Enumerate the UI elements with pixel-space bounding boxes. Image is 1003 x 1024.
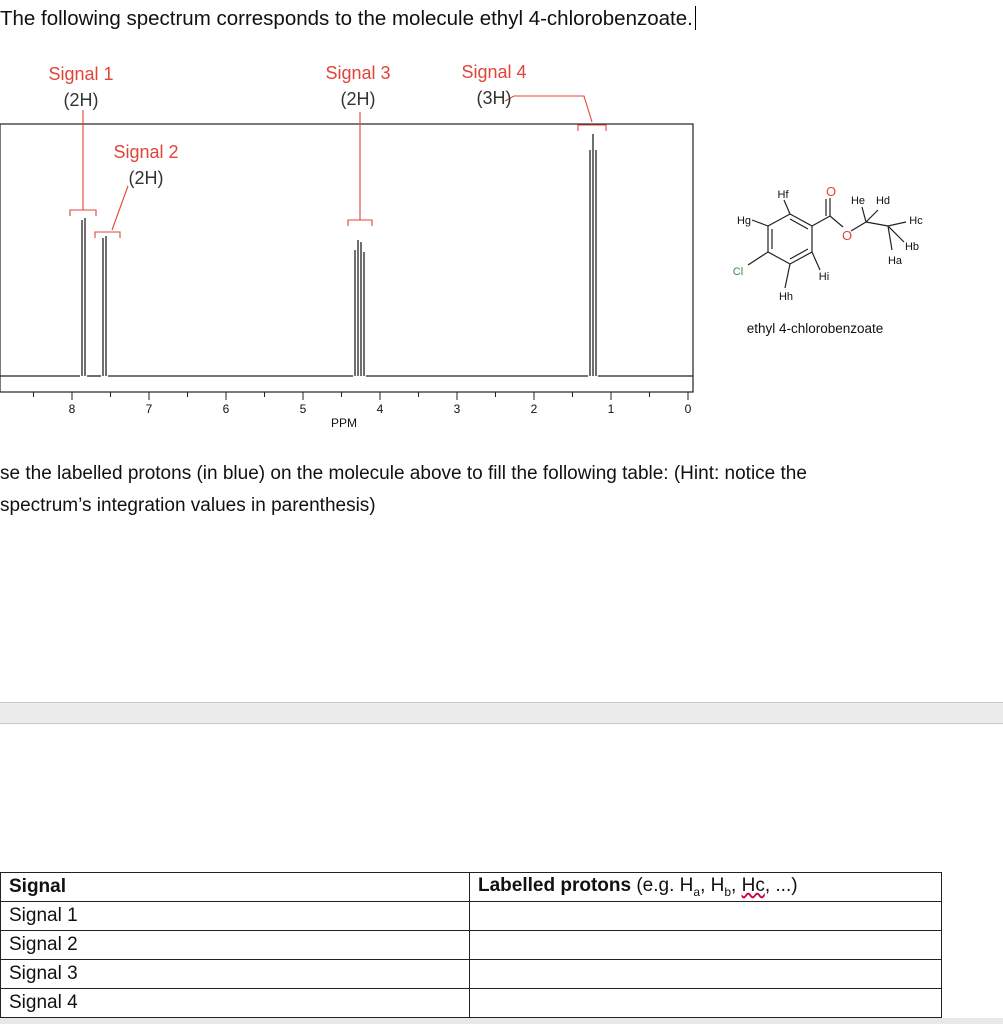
integration-brackets [70, 96, 606, 238]
tick-label: 5 [299, 402, 307, 416]
peaks [0, 134, 693, 376]
proton-ha: Ha [887, 255, 903, 267]
row-signal-label: Signal 4 [1, 989, 470, 1018]
signal2-integration: (2H) [128, 168, 164, 188]
plot-frame [0, 124, 693, 392]
header-labelled-protons [470, 873, 942, 902]
signal4-label: Signal 4 [461, 62, 527, 82]
bond [812, 252, 820, 270]
row-protons-cell[interactable] [470, 989, 942, 1018]
bond [784, 200, 790, 214]
table-row [1, 960, 942, 989]
double-bond [790, 219, 808, 229]
signal1-integration: (2H) [63, 90, 99, 110]
bottom-scroll-strip [0, 1018, 1003, 1024]
bond [866, 222, 888, 226]
tick-label: 3 [453, 402, 461, 416]
proton-hc: Hc [909, 215, 923, 227]
bond [851, 222, 866, 231]
double-bond [790, 249, 808, 259]
bond [812, 216, 830, 226]
oxygen-ester: O [841, 228, 853, 243]
table-row [1, 989, 942, 1018]
header-sub-b: b [724, 884, 732, 899]
atom-labels [733, 184, 923, 303]
pointer-signal2 [112, 186, 128, 230]
bond [752, 220, 768, 226]
bond [748, 252, 768, 265]
header-protons-pre: (e.g. H [631, 875, 694, 897]
header-sub-a: a [693, 884, 701, 899]
benzene-ring [768, 214, 812, 264]
question-title-text: The following spectrum corresponds to the molecule ethyl 4-chlorobenzoate. [0, 7, 693, 30]
bond [830, 216, 843, 227]
instructions-line1: se the labelled protons (in blue) on the molecule above to fill the following table: (Hint: notice the [0, 463, 807, 484]
chlorine: Cl [732, 266, 744, 278]
tick-label: 2 [530, 402, 538, 416]
proton-hf: Hf [777, 189, 789, 201]
oxygen-carbonyl: O [825, 184, 837, 199]
proton-hg: Hg [736, 215, 752, 227]
proton-hi: Hi [818, 271, 830, 283]
proton-hd: Hd [875, 195, 891, 207]
axis-label: PPM [330, 416, 358, 430]
header-protons-bold: Labelled protons [478, 875, 632, 897]
tick-label: 8 [68, 402, 76, 416]
header-hc: Hc [741, 875, 765, 897]
proton-hb: Hb [904, 241, 920, 253]
signal4-integration: (3H) [476, 88, 512, 108]
bracket-signal4 [578, 125, 606, 131]
instructions [0, 458, 1003, 522]
answer-table [0, 872, 942, 1018]
tick-label: 4 [376, 402, 384, 416]
pointer-signal4 [505, 96, 592, 122]
page-divider [0, 702, 1003, 724]
table-row [1, 931, 942, 960]
tick-label: 6 [222, 402, 230, 416]
tick-label: 1 [607, 402, 615, 416]
signal2-label: Signal 2 [113, 142, 179, 162]
axis-ticks [34, 392, 692, 416]
bracket-signal1 [70, 210, 96, 216]
molecule-caption: ethyl 4-chlorobenzoate [746, 321, 884, 336]
proton-hh: Hh [778, 291, 794, 303]
bracket-signal3 [348, 220, 372, 226]
bracket-signal2 [95, 232, 120, 238]
bond [862, 207, 866, 222]
table-header-row [1, 873, 942, 902]
bond [866, 210, 878, 222]
tick-label: 0 [684, 402, 692, 416]
signal1-label: Signal 1 [48, 64, 114, 84]
bond [785, 264, 790, 288]
tick-label: 7 [145, 402, 153, 416]
row-signal-label: Signal 3 [1, 960, 470, 989]
table-row [1, 902, 942, 931]
row-signal-label: Signal 2 [1, 931, 470, 960]
nmr-spectrum [0, 0, 1003, 440]
header-sep2: , [731, 875, 742, 897]
proton-he: He [850, 195, 866, 207]
instructions-line2: spectrum’s integration values in parenthesis) [0, 495, 376, 516]
row-signal-label: Signal 1 [1, 902, 470, 931]
header-post: , ...) [764, 875, 798, 897]
bond [888, 222, 906, 226]
signal3-integration: (2H) [340, 89, 376, 109]
signal3-label: Signal 3 [325, 63, 391, 83]
row-protons-cell[interactable] [470, 931, 942, 960]
header-sep1: , H [700, 875, 725, 897]
row-protons-cell[interactable] [470, 960, 942, 989]
row-protons-cell[interactable] [470, 902, 942, 931]
header-signal: Signal [1, 873, 470, 902]
